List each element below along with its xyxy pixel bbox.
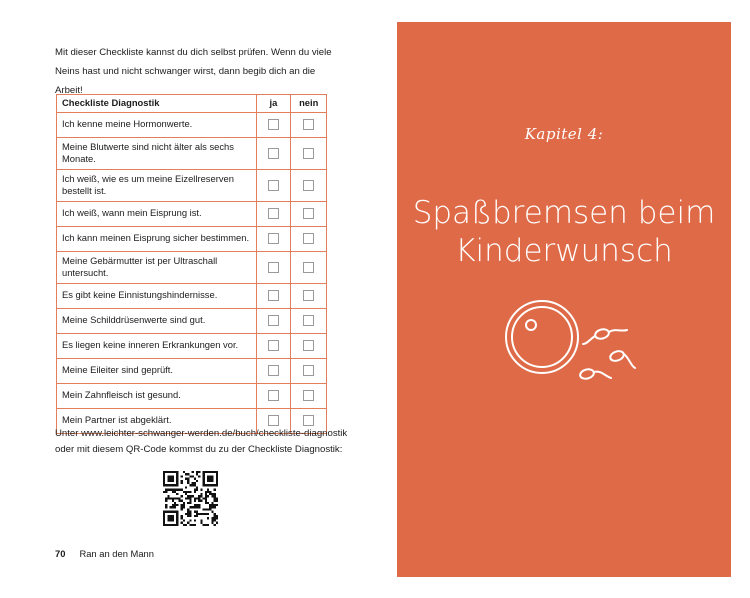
- egg-and-sperm-icon: [497, 292, 647, 402]
- yes-checkbox[interactable]: [268, 148, 279, 159]
- yes-checkbox[interactable]: [268, 290, 279, 301]
- yes-checkbox[interactable]: [268, 315, 279, 326]
- no-cell: [291, 112, 327, 137]
- chapter-label: Kapitel 4:: [524, 125, 604, 143]
- no-cell: [291, 333, 327, 358]
- no-cell: [291, 383, 327, 408]
- checklist-item-label: Ich kenne meine Hormonwerte.: [57, 112, 257, 137]
- checklist-item-label: Ich weiß, wann mein Eisprung ist.: [57, 201, 257, 226]
- yes-checkbox[interactable]: [268, 340, 279, 351]
- checklist-table: [56, 94, 327, 434]
- yes-cell: [256, 333, 291, 358]
- link-line: oder mit diesem QR-Code kommst du zu der Checkliste Diagnostik:: [55, 444, 343, 455]
- no-checkbox[interactable]: [303, 390, 314, 401]
- yes-cell: [256, 308, 291, 333]
- yes-checkbox[interactable]: [268, 119, 279, 130]
- intro-text: [55, 43, 345, 100]
- checklist-item-label: Mein Zahnfleisch ist gesund.: [57, 383, 257, 408]
- checklist-item-label: Meine Schilddrüsenwerte sind gut.: [57, 308, 257, 333]
- intro-line: Mit dieser Checkliste kannst du dich selbst prüfen. Wenn du viele: [55, 47, 332, 58]
- no-checkbox[interactable]: [303, 365, 314, 376]
- checklist-item-label: Meine Blutwerte sind nicht älter als sechs Monate.: [57, 137, 257, 169]
- no-checkbox[interactable]: [303, 119, 314, 130]
- checklist-item-label: Ich weiß, wie es um meine Eizellreserven bestellt ist.: [57, 169, 257, 201]
- yes-cell: [256, 137, 291, 169]
- no-checkbox[interactable]: [303, 180, 314, 191]
- no-checkbox[interactable]: [303, 315, 314, 326]
- yes-checkbox[interactable]: [268, 233, 279, 244]
- checklist-item-label: Meine Gebärmutter ist per Ultraschall untersucht.: [57, 251, 257, 283]
- page-number: 70: [55, 548, 66, 559]
- checklist-title: Checkliste Diagnostik: [57, 95, 257, 113]
- table-row: [57, 226, 327, 251]
- no-checkbox[interactable]: [303, 415, 314, 426]
- no-cell: [291, 226, 327, 251]
- yes-cell: [256, 283, 291, 308]
- yes-cell: [256, 251, 291, 283]
- checklist-item-label: Mein Partner ist abgeklärt.: [57, 408, 257, 433]
- table-row: [57, 201, 327, 226]
- yes-column-header: ja: [256, 95, 291, 113]
- running-title: Ran an den Mann: [79, 548, 154, 559]
- checklist-item-label: Es liegen keine inneren Erkrankungen vor.: [57, 333, 257, 358]
- no-checkbox[interactable]: [303, 148, 314, 159]
- chapter-title-line: Kinderwunsch: [455, 233, 673, 269]
- checklist-item-label: Meine Eileiter sind geprüft.: [57, 358, 257, 383]
- table-row: [57, 283, 327, 308]
- yes-cell: [256, 201, 291, 226]
- table-row: [57, 137, 327, 169]
- intro-line: Neins hast und nicht schwanger wirst, dann begib dich an die Arbeit!: [55, 66, 316, 96]
- chapter-cover-page: [397, 22, 731, 577]
- no-cell: [291, 137, 327, 169]
- table-row: [57, 308, 327, 333]
- no-column-header: nein: [291, 95, 327, 113]
- yes-checkbox[interactable]: [268, 415, 279, 426]
- yes-checkbox[interactable]: [268, 365, 279, 376]
- no-checkbox[interactable]: [303, 290, 314, 301]
- chapter-title-line: Spaßbremsen beim: [412, 195, 716, 231]
- yes-checkbox[interactable]: [268, 262, 279, 273]
- page-footer: [55, 548, 154, 559]
- yes-cell: [256, 358, 291, 383]
- no-cell: [291, 283, 327, 308]
- yes-cell: [256, 383, 291, 408]
- checklist-item-label: Ich kann meinen Eisprung sicher bestimmen.: [57, 226, 257, 251]
- yes-checkbox[interactable]: [268, 208, 279, 219]
- no-cell: [291, 308, 327, 333]
- no-checkbox[interactable]: [303, 233, 314, 244]
- checklist-item-label: Es gibt keine Einnistungshindernisse.: [57, 283, 257, 308]
- link-line: Unter www.leichter-schwanger-werden.de/buch/checkliste-diagnostik: [55, 428, 348, 439]
- qr-code-icon[interactable]: [163, 471, 218, 526]
- table-row: [57, 112, 327, 137]
- table-row: [57, 251, 327, 283]
- no-checkbox[interactable]: [303, 340, 314, 351]
- table-row: [57, 383, 327, 408]
- chapter-title: [397, 194, 731, 270]
- yes-cell: [256, 226, 291, 251]
- table-header-row: [57, 95, 327, 113]
- yes-checkbox[interactable]: [268, 390, 279, 401]
- table-row: [57, 358, 327, 383]
- table-row: [57, 333, 327, 358]
- yes-cell: [256, 112, 291, 137]
- link-text: [55, 426, 355, 458]
- yes-checkbox[interactable]: [268, 180, 279, 191]
- no-cell: [291, 358, 327, 383]
- no-checkbox[interactable]: [303, 262, 314, 273]
- no-cell: [291, 251, 327, 283]
- no-cell: [291, 169, 327, 201]
- no-checkbox[interactable]: [303, 208, 314, 219]
- yes-cell: [256, 169, 291, 201]
- table-row: [57, 169, 327, 201]
- no-cell: [291, 201, 327, 226]
